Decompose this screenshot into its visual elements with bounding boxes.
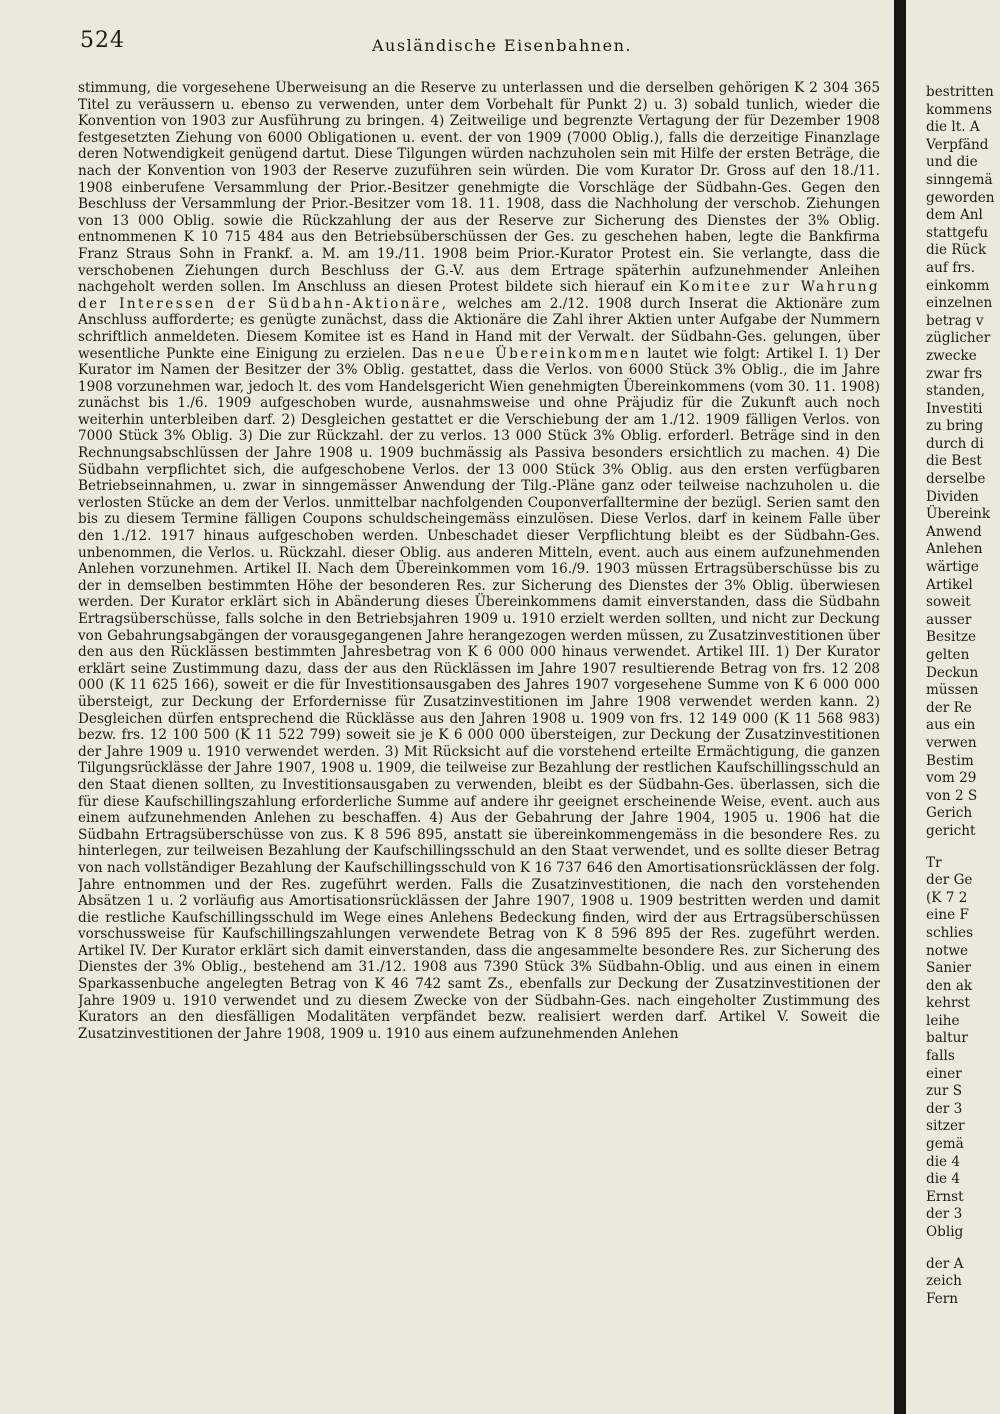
adjacent-page-line: die 4 <box>926 1153 961 1170</box>
adjacent-page-line: Besitze <box>926 629 977 646</box>
adjacent-page-line: baltur <box>926 1030 968 1047</box>
adjacent-page-line: Oblig <box>926 1224 964 1240</box>
adjacent-page-line: auf frs. <box>926 259 976 276</box>
adjacent-page-line: die 4 <box>926 1171 961 1188</box>
adjacent-page-line: einkomm <box>926 277 990 294</box>
adjacent-page-line: der A <box>926 1255 964 1272</box>
text-segment: welches am 2./12. 1908 durch Inserat die Aktionäre zum Anschluss aufforderte; es genügte zunächst, dass die Aktionäre die Zahl ihrer Aktien unter Aufgabe der Nummern schriftlich anmeldeten. Diesem Komitee ist es Hand in Hand mit der Verwalt. der Südbahn-Ges. gelungen, über wesentliche Punkte eine Einigung zu erzielen. Das <box>78 295 880 362</box>
page-gutter-shadow <box>894 0 906 1414</box>
adjacent-page-line: der Ge <box>926 872 973 889</box>
main-text-column <box>78 80 880 1390</box>
adjacent-page-line: dem Anl <box>926 207 983 224</box>
adjacent-page-line <box>926 1242 1000 1256</box>
adjacent-page-line: Artikel <box>926 576 973 593</box>
adjacent-page-line: vom 29 <box>926 770 977 787</box>
adjacent-page-line: von 2 S <box>926 787 978 804</box>
body-paragraph <box>78 80 880 1042</box>
spaced-text-committee: Komitee zur Wahrung der Interessen der Südbahn-Aktionäre, <box>78 279 880 312</box>
adjacent-page-line: geworden <box>926 189 995 206</box>
adjacent-page-line: gericht <box>926 822 976 839</box>
adjacent-page-line: sinngemä <box>926 171 993 188</box>
adjacent-page-line: soweit <box>926 594 971 611</box>
adjacent-page-line: standen, <box>926 383 986 400</box>
adjacent-page-line: Bestim <box>926 752 974 769</box>
page-number: 524 <box>80 28 125 53</box>
adjacent-page-line: derselbe <box>926 471 986 488</box>
adjacent-page-line: den ak <box>926 977 973 994</box>
adjacent-page-line: Gerich <box>926 805 973 822</box>
adjacent-page-line: notwe <box>926 942 969 959</box>
adjacent-page-line: einer <box>926 1065 962 1082</box>
adjacent-page-line: Tr <box>926 854 942 871</box>
adjacent-page-line: aus ein <box>926 717 976 734</box>
adjacent-page-line: zu bring <box>926 418 984 435</box>
text-segment: lautet wie folgt: Artikel I. 1) Der Kurator im Namen der Besitzer der 3% Oblig. gestattet, dass die Verlos. von 6000 Stück 3% Oblig., die im Jahre 1908 vorzunehmen war, jedoch lt. des vom Handelsgericht Wien genehmigten Übereinkommens (vom 30. 11. 1908) zunächst bis 1./6. 1909 aufgeschoben wurde, ausnahmsweise und ohne Präjudiz für die Zukunft auch noch weiterhin unterbleiben darf. 2) Desgleichen gestattet er die Verschiebung der am 1./12. 1909 fälligen Verlos. von 7000 Stück 3% Oblig. 3) Die zur Rückzahl. der zu verlos. 13 000 Stück 3% Oblig. erforderl. Beträge sind in den Rechnungsabschlüssen der Jahre 1908 u. 1909 buchmässig als Passiva besonders ersichtlich zu machen. 4) Die Südbahn verpflichtet sich, die aufgeschobene Verlos. der 13 000 Stück 3% Oblig. aus den ersten verfügbaren Betriebseinnahmen, u. zwar in sinngemässer Anwendung der Tilg.-Pläne ganz oder teilweise nachzuholen u. die verlosten Stücke an dem der Verlos. unmittelbar nachfolgenden Couponverfalltermine der bezügl. Serien samt den bis zu diesem Termine fälligen Coupons schuldscheingemäss einzulösen. Diese Verlos. darf in keinem Falle über den 1./12. 1917 hinaus aufgeschoben werden. Unbeschadet dieser Verpflichtung bleibt es der Südbahn-Ges. unbenommen, die Verlos. u. Rückzahl. dieser Oblig. aus anderen Mitteln, event. auch aus einem aufzunehmenden Anlehen vorzunehmen. Artikel II. Nach dem Übereinkommen vom 16./9. 1903 müssen Ertragsüberschüsse bis zu der in demselben bestimmten Höhe der besonderen Res. zur Sicherung des Dienstes der 3% Oblig. überwiesen werden. Der Kurator erklärt sich in Abänderung dieses Übereinkommens damit einverstanden, dass die Südbahn Ertragsüberschüsse, falls solche in den Betriebsjahren 1909 u. 1910 erzielt werden sollten, und nicht zur Deckung von Gebahrungsabgängen der vorausgegangenen Jahre herangezogen werden müssen, zu Zusatzinvestitionen über den aus den Rücklässen bestimmten Jahresbetrag von K 6 000 000 hinaus verwendet. Artikel III. 1) Der Kurator erklärt seine Zustimmung dazu, dass der aus den Rücklässen im Jahre 1907 resultierende Betrag von frs. 12 208 000 (K 11 625 166), soweit er die für Investitionsausgaben des Jahres 1907 vorgesehene Summe von K 6 000 000 übersteigt, zur Deckung der Erfordernisse für Zusatzinvestitionen im Jahre 1908 verwendet werden kann. 2) Desgleichen dürfen entsprechend die Rücklässe aus den Jahren 1908 u. 1909 von frs. 12 149 000 (K 11 568 983) bezw. frs. 12 100 500 (K 11 522 799) soweit sie je K 6 000 000 übersteigen, zur Deckung der Zusatzinvestitionen der Jahre 1909 u. 1910 verwendet werden. 3) Mit Rücksicht auf die vorstehend erteilte Ermächtigung, die ganzen Tilgungsrücklässe der Jahre 1907, 1908 u. 1909, die teilweise zur Bezahlung der restlichen Kaufschillingsschuld an den Staat dienen sollten, zu Investitionsausgaben zu verwenden, bleibt es der Südbahn-Ges. überlassen, sich die für diese Kaufschillingszahlung erforderliche Summe auf andere ihr geeignet erscheinende Weise, event. auch aus einem aufzunehmenden Anlehen zu beschaffen. 4) Aus der Gebahrung der Jahre 1904, 1905 u. 1906 hat die Südbahn Ertragsüberschüsse von zus. K 8 596 895, anstatt sie übereinkommengemäss in die besondere Res. zu hinterlegen, zur teilweisen Bezahlung der Kaufschillingsschuld an den Staat verwendet, und es sollte dieser Betrag von nach vollständiger Bezahlung der Kaufschillingsschuld von K 16 737 646 den Amortisationsrücklässen der folg. Jahre entnommen und der Res. zugeführt werden. Falls die Zusatzinvestitionen, die nach den vorstehenden Absätzen 1 u. 2 vorläufig aus Amortisationsrücklässen der Jahre 1907, 1908 u. 1909 bestritten werden und damit die restliche Kaufschillingsschuld im Wege eines Anlehens Bedeckung finden, wird der aus Ertragsüberschüssen vorschussweise für Kaufschillingszahlungen verwendete Betrag von K 8 596 895 der Res. zugeführt werden. Artikel IV. Der Kurator erklärt sich damit einverstanden, dass die angesammelte besondere Res. zur Sicherung des Dienstes der 3% Oblig., bestehend am 31./12. 1908 aus 7390 Stück 3% Südbahn-Oblig. und aus einen in einem Sparkassenbuche angelegten Betrag von K 46 742 samt Zs., ebenfalls zur Deckung der Zusatzinvestitionen der Jahre 1909 u. 1910 verwendet und zu diesem Zwecke von der Südbahn-Ges. nach eingeholter Zustimmung des Kurators an den diesfälligen Modalitäten verpfändet bezw. realisiert werden darf. Artikel V. Soweit die Zusatzinvestitionen der Jahre 1908, 1909 u. 1910 aus einem aufzunehmenden Anlehen <box>78 345 880 1042</box>
adjacent-page-line: Übereink <box>926 506 991 523</box>
text-segment: stimmung, die vorgesehene Überweisung an die Reserve zu unterlassen und die derselben gehörigen K 2 304 365 Titel zu veräussern u. ebenso zu verwenden, unter dem Vorbehalt für Punkt 2) u. 3) sobald tunlich, wieder die Konvention von 1903 zur Ausführung zu bringen. 4) Zeitweilige und begrenzte Vertagung der für Dezember 1908 festgesetzten Ziehung von 6000 Obligationen u. event. der von 1909 (7000 Oblig.), falls die derzeitige Finanzlage deren Notwendigkeit genügend dartut. Diese Tilgungen würden nachzuholen sein mit Hilfe der ersten Beträge, die nach der Konvention von 1903 der Reserve zuzuführen sein würden. Die vom Kurator Dr. Gross auf den 18./11. 1908 einberufene Versammlung der Prior.-Besitzer genehmigte die Vorschläge der Südbahn-Ges. Gegen den Beschluss der Versammlung der Prior.-Besitzer vom 18. 11. 1908, dass die Nachholung der verschob. Ziehungen von 13 000 Oblig. sowie die Rückzahlung der aus der Reserve zur Sicherung des Dienstes der 3% Oblig. entnommenen K 10 715 484 aus den Betriebsüberschüssen der Ges. zu geschehen haben, legte die Bankfirma Franz Straus Sohn in Frankf. a. M. am 19./11. 1908 beim Prior.-Kurator Protest ein. Sie verlangte, dass die verschobenen Ziehungen durch Beschluss der G.-V. aus dem Ertrage späterhin aufzunehmender Anleihen nachgeholt werden sollen. Im Anschluss an diesen Protest bildete sich hierauf ein <box>78 80 880 296</box>
adjacent-page-line: gelten <box>926 647 970 663</box>
adjacent-page-line: ausser <box>926 611 972 628</box>
adjacent-page-line: müssen <box>926 682 979 699</box>
adjacent-page-line: Investiti <box>926 400 983 417</box>
adjacent-page-line: Anwend <box>926 523 982 540</box>
adjacent-page-line: verwen <box>926 734 977 751</box>
adjacent-page-line: zwar frs <box>926 365 983 382</box>
adjacent-page-line: leihe <box>926 1012 960 1029</box>
adjacent-page-line: der 3 <box>926 1100 963 1117</box>
spaced-text-agreement: neue Übereinkommen <box>443 345 642 362</box>
adjacent-page-line: Verpfänd <box>926 136 989 153</box>
adjacent-page-line: kommens <box>926 101 992 118</box>
adjacent-page-line: stattgefu <box>926 224 989 241</box>
adjacent-page-line: zeich <box>926 1273 962 1290</box>
adjacent-page-line: schlies <box>926 924 974 941</box>
adjacent-page-line: der Re <box>926 699 972 716</box>
adjacent-page-line: durch di <box>926 435 984 452</box>
adjacent-page-line: eine F <box>926 907 969 924</box>
adjacent-page-line: (K 7 2 <box>926 889 968 906</box>
adjacent-page-line <box>926 841 1000 855</box>
adjacent-page-line: Ernst <box>926 1188 964 1205</box>
adjacent-page-line: zur S <box>926 1083 963 1100</box>
adjacent-page-line: gemä <box>926 1136 964 1153</box>
adjacent-page-line: die Best <box>926 453 982 470</box>
adjacent-page-line: sitzer <box>926 1118 965 1135</box>
adjacent-page-line: die lt. A <box>926 119 980 136</box>
adjacent-page-line: Deckun <box>926 664 979 681</box>
adjacent-page-line: zwecke <box>926 347 977 364</box>
adjacent-page-line: Fern <box>926 1290 958 1307</box>
adjacent-page-column <box>926 84 1000 1394</box>
adjacent-page-line: und die <box>926 154 978 171</box>
adjacent-page-line: züglicher <box>926 330 991 347</box>
running-title: Ausländische Eisenbahnen. <box>372 36 632 55</box>
adjacent-page-line: einzelnen <box>926 295 993 312</box>
adjacent-page-line: kehrst <box>926 995 970 1012</box>
adjacent-page-line: wärtige <box>926 559 979 576</box>
adjacent-page-line: bestritten <box>926 84 994 100</box>
adjacent-page-line: der 3 <box>926 1206 963 1223</box>
adjacent-page-line: Dividen <box>926 488 979 505</box>
adjacent-page-line: betrag v <box>926 312 984 329</box>
adjacent-page-line: Sanier <box>926 960 972 977</box>
adjacent-page-line: falls <box>926 1048 955 1065</box>
adjacent-page-line: die Rück <box>926 242 987 259</box>
adjacent-page-line: Anlehen <box>926 541 983 558</box>
